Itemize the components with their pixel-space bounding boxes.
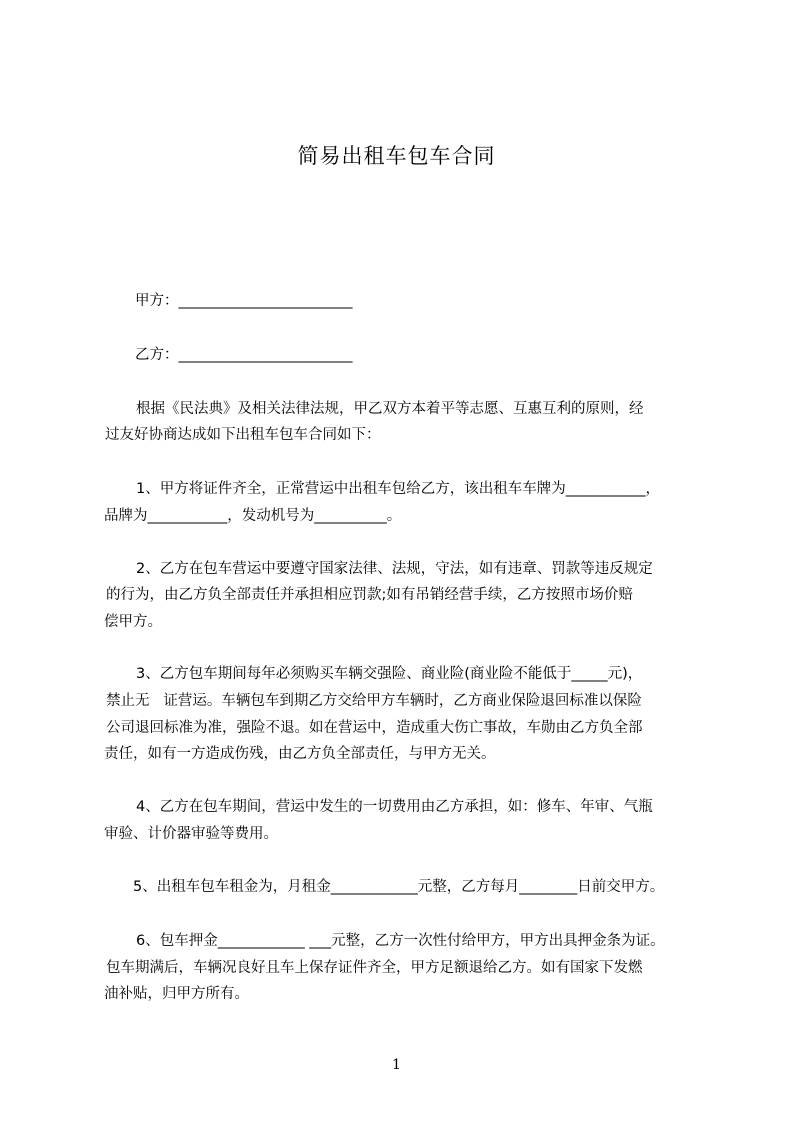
- clause-4-line-2: 审验、计价器审验等费用。: [104, 826, 278, 842]
- clause-1-line-1: 1、甲方将证件齐全，正常营运中出租车包给乙方，该出租车车牌为___________，: [136, 481, 660, 497]
- clause-6-line-2: 包车期满后，车辆况良好且车上保存证件齐全，甲方足额退给乙方。如有国家下发燃: [106, 960, 643, 976]
- clause-1-line-2: 品牌为___________，发动机号为__________。: [104, 508, 402, 524]
- clause-3-line-3: 公司退回标准为准，强险不退。如在营运中，造成重大伤亡事故，车勋由乙方负全部: [106, 720, 643, 736]
- document-title: 简易出租车包车合同: [297, 144, 496, 168]
- page-number: 1: [392, 1057, 401, 1073]
- intro-line-2: 过友好协商达成如下出租车包车合同如下：: [105, 427, 381, 443]
- clause-5-line-1: 5、出租车包车租金为，月租金____________元整，乙方每月________日前交甲方。: [133, 879, 665, 895]
- clause-4-line-1: 4、乙方在包车期间，营运中发生的一切费用由乙方承担，如：修车、年审、气瓶: [136, 799, 653, 815]
- clause-6-line-1: 6、包车押金____________ ___元整，乙方一次性付给甲方，甲方出具押金条为证。: [136, 933, 665, 949]
- party-b-line: 乙方：________________________: [135, 347, 353, 363]
- clause-3-line-2: 禁止无 证营运。车辆包车到期乙方交给甲方车辆时，乙方商业保险退回标准以保险: [106, 693, 642, 709]
- clause-2-line-3: 偿甲方。: [104, 614, 162, 630]
- party-a-line: 甲方：________________________: [135, 293, 353, 309]
- clause-3-line-1: 3、乙方包车期间每年必须购买车辆交强险、商业险(商业险不能低于_____元)，: [136, 666, 643, 682]
- intro-line-1: 根据《民法典》及相关法律法规，甲乙双方本着平等志愿、互惠互利的原则，经: [136, 401, 644, 417]
- clause-2-line-1: 2、乙方在包车营运中要遵守国家法律、法规，守法，如有违章、罚款等违反规定: [136, 561, 653, 577]
- clause-3-line-4: 责任，如有一方造成伤残，由乙方负全部责任，与甲方无关。: [104, 746, 496, 762]
- clause-2-line-2: 的行为，由乙方负全部责任并承担相应罚款;如有吊销经营手续，乙方按照市场价赔: [106, 587, 633, 603]
- clause-6-line-3: 油补贴，归甲方所有。: [104, 986, 249, 1002]
